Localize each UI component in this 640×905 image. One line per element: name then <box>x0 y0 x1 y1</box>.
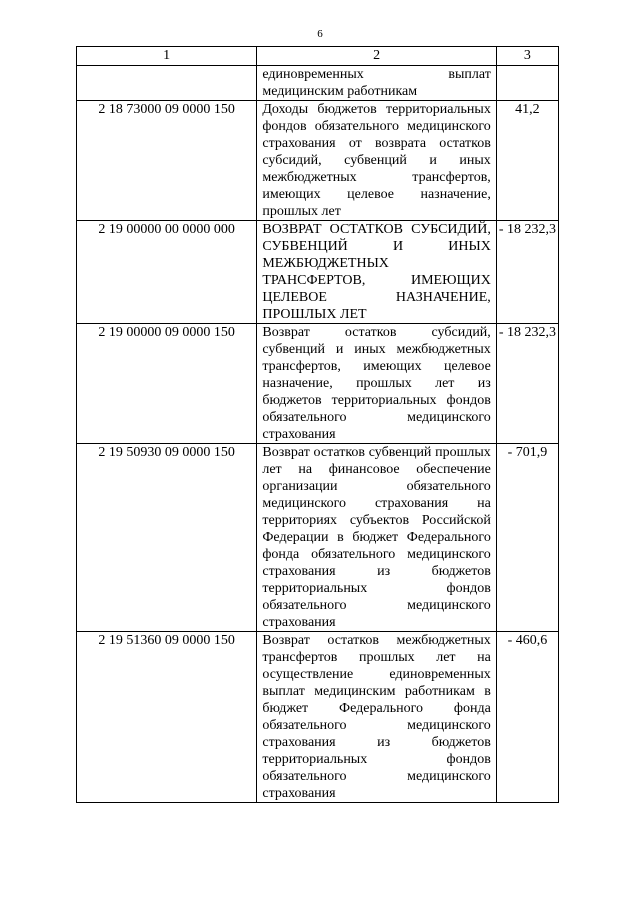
page-number: 6 <box>317 28 323 40</box>
column-header-2: 2 <box>257 47 496 66</box>
row-name: Доходы бюджетов территориальных фондов обязательного медицинского страхования от возврата остатков субсидий, субвенций и иных межбюджетных трансфертов, имеющих целевое назначение, прошлых лет <box>257 101 496 221</box>
row-code: 2 19 00000 09 0000 150 <box>77 324 257 444</box>
table-row <box>77 444 559 632</box>
budget-table <box>76 46 559 803</box>
row-amount: - 18 232,3 <box>496 221 558 324</box>
row-amount: 41,2 <box>496 101 558 221</box>
row-code: 2 19 51360 09 0000 150 <box>77 632 257 803</box>
row-name: Возврат остатков субсидий, субвенций и иных межбюджетных трансфертов, имеющих целевое назначение, прошлых лет из бюджетов территориальных фондов обязательного медицинского страхования <box>257 324 496 444</box>
row-name: единовременных выплат медицинским работникам <box>257 66 496 101</box>
table-row <box>77 632 559 803</box>
table-row <box>77 324 559 444</box>
table-row <box>77 66 559 101</box>
column-header-3: 3 <box>496 47 558 66</box>
table-header-row <box>77 47 559 66</box>
row-code <box>77 66 257 101</box>
row-amount: - 701,9 <box>496 444 558 632</box>
table-row <box>77 101 559 221</box>
row-code: 2 18 73000 09 0000 150 <box>77 101 257 221</box>
row-name: Возврат остатков субвенций прошлых лет на финансовое обеспечение организации обязательного медицинского страхования на территориях субъектов Российской Федерации в бюджет Федерального фонда обязательного медицинского страхования из бюджетов территориальных фондов обязательного медицинского страхования <box>257 444 496 632</box>
row-code: 2 19 00000 00 0000 000 <box>77 221 257 324</box>
row-name: ВОЗВРАТ ОСТАТКОВ СУБСИДИЙ, СУБВЕНЦИЙ И ИНЫХ МЕЖБЮДЖЕТНЫХ ТРАНСФЕРТОВ, ИМЕЮЩИХ ЦЕЛЕВОЕ НАЗНАЧЕНИЕ, ПРОШЛЫХ ЛЕТ <box>257 221 496 324</box>
row-amount: - 460,6 <box>496 632 558 803</box>
row-amount <box>496 66 558 101</box>
row-amount: - 18 232,3 <box>496 324 558 444</box>
row-name: Возврат остатков межбюджетных трансфертов прошлых лет на осуществление единовременных выплат медицинским работникам в бюджет Федерального фонда обязательного медицинского страхования из бюджетов территориальных фондов обязательного медицинского страхования <box>257 632 496 803</box>
row-code: 2 19 50930 09 0000 150 <box>77 444 257 632</box>
column-header-1: 1 <box>77 47 257 66</box>
table-row <box>77 221 559 324</box>
